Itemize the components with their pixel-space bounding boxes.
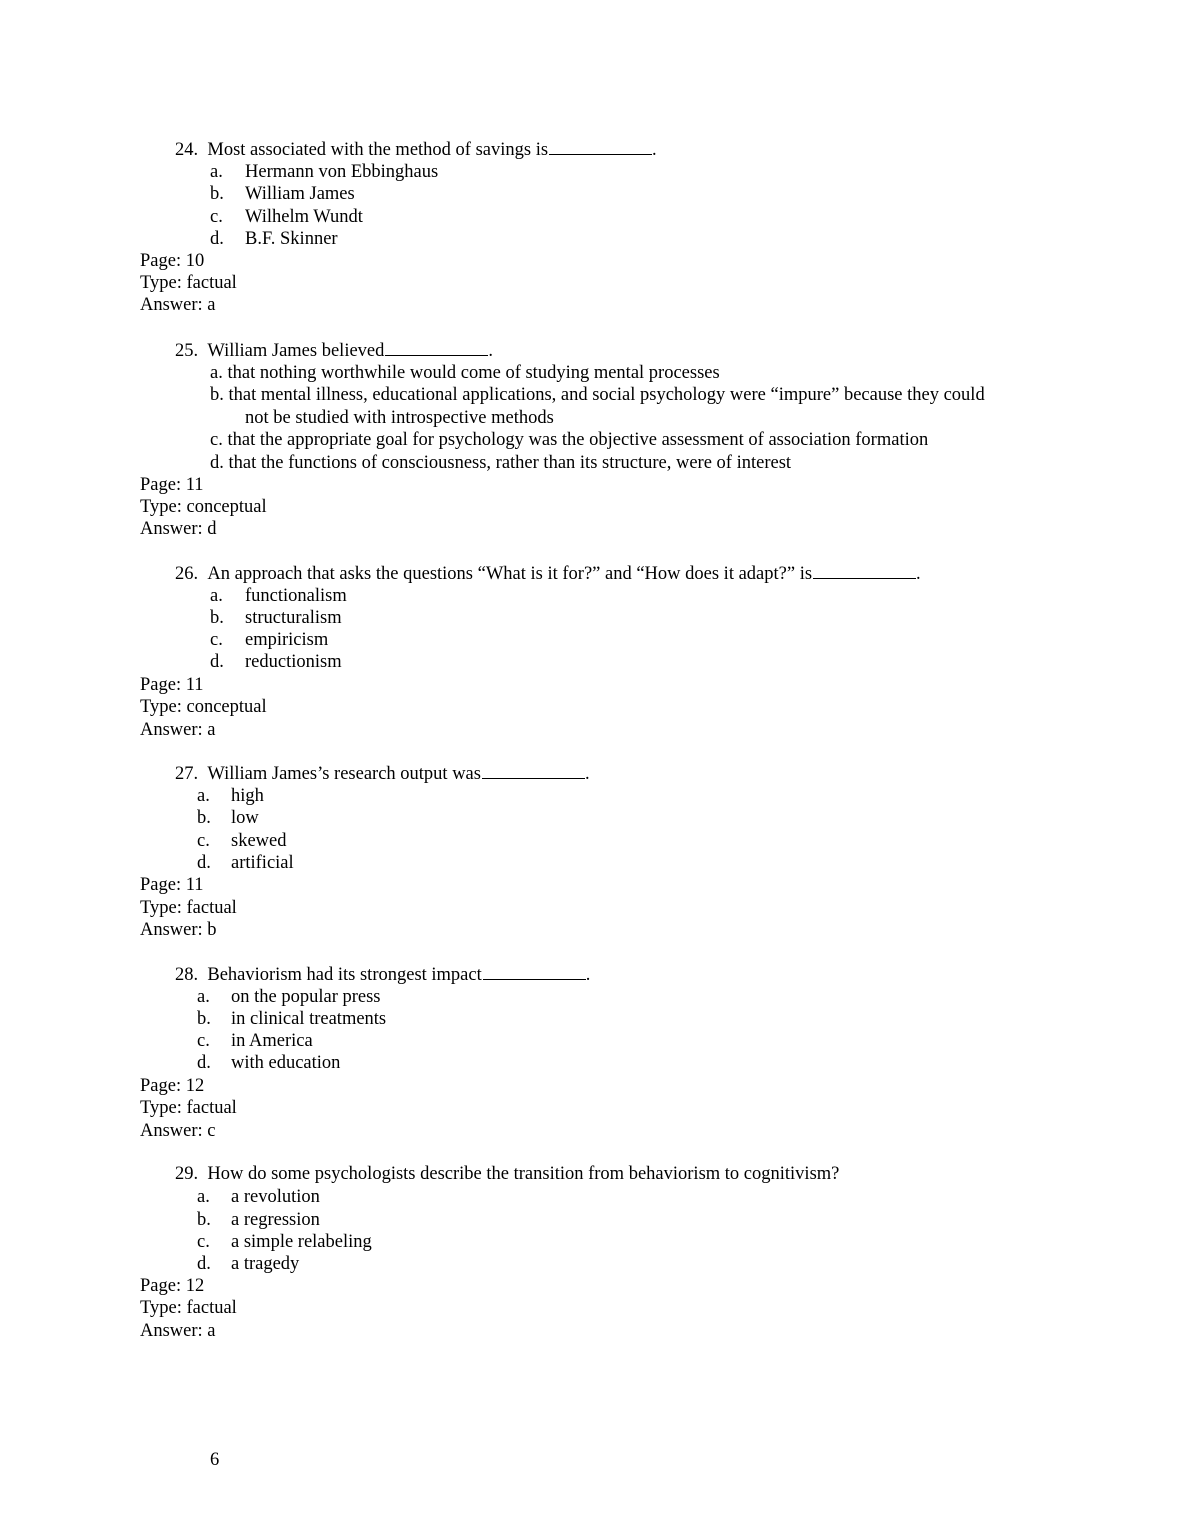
- option-text: that nothing worthwhile would come of studying mental processes: [227, 363, 720, 383]
- answer-key: Answer: a: [140, 720, 216, 740]
- answer-key: Answer: b: [140, 920, 217, 940]
- question-25-stem: 25. William James believed .: [175, 341, 494, 361]
- question-text: Behaviorism had its strongest impact: [207, 965, 482, 985]
- option-item: a.: [197, 987, 210, 1007]
- question-number: 26.: [175, 564, 199, 584]
- question-26-stem: 26. An approach that asks the questions “What is it for?” and “How does it adapt?” is .: [175, 564, 921, 584]
- option-item: c. that the appropriate goal for psychology was the objective assessment of association formation: [210, 430, 929, 450]
- page-reference: Page: 12: [140, 1276, 205, 1296]
- option-text: a regression: [231, 1210, 320, 1230]
- option-item: d.: [197, 853, 211, 873]
- question-text: An approach that asks the questions “What is it for?” and “How does it adapt?” is: [207, 564, 813, 584]
- option-item: d.: [197, 1053, 211, 1073]
- answer-blank: [549, 153, 652, 155]
- answer-key: Answer: a: [140, 1321, 216, 1341]
- option-text: reductionism: [245, 652, 342, 672]
- option-item: b.: [210, 608, 224, 628]
- option-item: d.: [197, 1254, 211, 1274]
- option-text: empiricism: [245, 630, 329, 650]
- option-text: B.F. Skinner: [245, 229, 338, 249]
- page-reference: Page: 10: [140, 251, 205, 271]
- option-text: in America: [231, 1031, 313, 1051]
- question-text: How do some psychologists describe the transition from behaviorism to cognitivism?: [207, 1164, 840, 1184]
- option-text: that the functions of consciousness, rather than its structure, were of interest: [228, 453, 792, 473]
- option-text: skewed: [231, 831, 287, 851]
- option-item: a. that nothing worthwhile would come of studying mental processes: [210, 363, 720, 383]
- answer-blank: [482, 777, 585, 779]
- question-type: Type: factual: [140, 1298, 237, 1318]
- answer-blank: [483, 978, 586, 980]
- option-item: b.: [197, 808, 211, 828]
- option-item: c.: [210, 630, 223, 650]
- option-text: high: [231, 786, 264, 806]
- option-text: artificial: [231, 853, 294, 873]
- option-text: structuralism: [245, 608, 342, 628]
- option-text: a simple relabeling: [231, 1232, 372, 1252]
- question-type: Type: factual: [140, 1098, 237, 1118]
- option-text: a tragedy: [231, 1254, 300, 1274]
- answer-blank: [813, 577, 916, 579]
- question-text: Most associated with the method of savings is: [207, 140, 549, 160]
- answer-key: Answer: c: [140, 1121, 216, 1141]
- page-reference: Page: 11: [140, 475, 204, 495]
- question-type: Type: factual: [140, 273, 237, 293]
- option-text: Hermann von Ebbinghaus: [245, 162, 439, 182]
- option-text: low: [231, 808, 259, 828]
- option-text: in clinical treatments: [231, 1009, 387, 1029]
- option-item: b.: [197, 1210, 211, 1230]
- question-type: Type: conceptual: [140, 697, 267, 717]
- question-number: 28.: [175, 965, 199, 985]
- question-number: 25.: [175, 341, 199, 361]
- option-item: c.: [197, 1232, 210, 1252]
- question-number: 29.: [175, 1164, 199, 1184]
- option-text: with education: [231, 1053, 341, 1073]
- page-reference: Page: 11: [140, 875, 204, 895]
- option-item: a.: [197, 1187, 210, 1207]
- page-reference: Page: 12: [140, 1076, 205, 1096]
- option-text: on the popular press: [231, 987, 381, 1007]
- option-item: a.: [210, 162, 223, 182]
- question-24-stem: 24. Most associated with the method of savings is .: [175, 140, 657, 160]
- question-text: William James’s research output was: [207, 764, 481, 784]
- question-28-stem: 28. Behaviorism had its strongest impact .: [175, 965, 591, 985]
- option-item: d. that the functions of consciousness, rather than its structure, were of interest: [210, 453, 792, 473]
- option-item: b.: [197, 1009, 211, 1029]
- option-item: a.: [197, 786, 210, 806]
- option-text: that the appropriate goal for psychology was the objective assessment of association formation: [227, 430, 929, 450]
- option-item: a.: [210, 586, 223, 606]
- question-number: 27.: [175, 764, 199, 784]
- answer-key: Answer: a: [140, 295, 216, 315]
- question-29-stem: [175, 1163, 839, 1185]
- option-item: c.: [197, 1031, 210, 1051]
- option-item: b.: [210, 184, 224, 204]
- question-text: William James believed: [207, 341, 385, 361]
- option-item: c.: [197, 831, 210, 851]
- option-item: c.: [210, 207, 223, 227]
- answer-blank: [385, 354, 488, 356]
- option-text: that mental illness, educational applications, and social psychology were “impure” because they could: [228, 385, 985, 405]
- question-type: Type: conceptual: [140, 497, 267, 517]
- option-text: a revolution: [231, 1187, 320, 1207]
- page-reference: Page: 11: [140, 675, 204, 695]
- option-item: b. that mental illness, educational applications, and social psychology were “impure” because they could: [210, 385, 985, 405]
- option-text: Wilhelm Wundt: [245, 207, 363, 227]
- question-number: 24.: [175, 140, 199, 160]
- question-type: Type: factual: [140, 898, 237, 918]
- page-number: 6: [210, 1450, 220, 1470]
- question-27-stem: 27. William James’s research output was .: [175, 764, 590, 784]
- option-item: d.: [210, 229, 224, 249]
- option-text: functionalism: [245, 586, 347, 606]
- option-item: d.: [210, 652, 224, 672]
- option-text: William James: [245, 184, 355, 204]
- answer-key: Answer: d: [140, 519, 217, 539]
- option-text-continuation: not be studied with introspective methods: [245, 408, 554, 428]
